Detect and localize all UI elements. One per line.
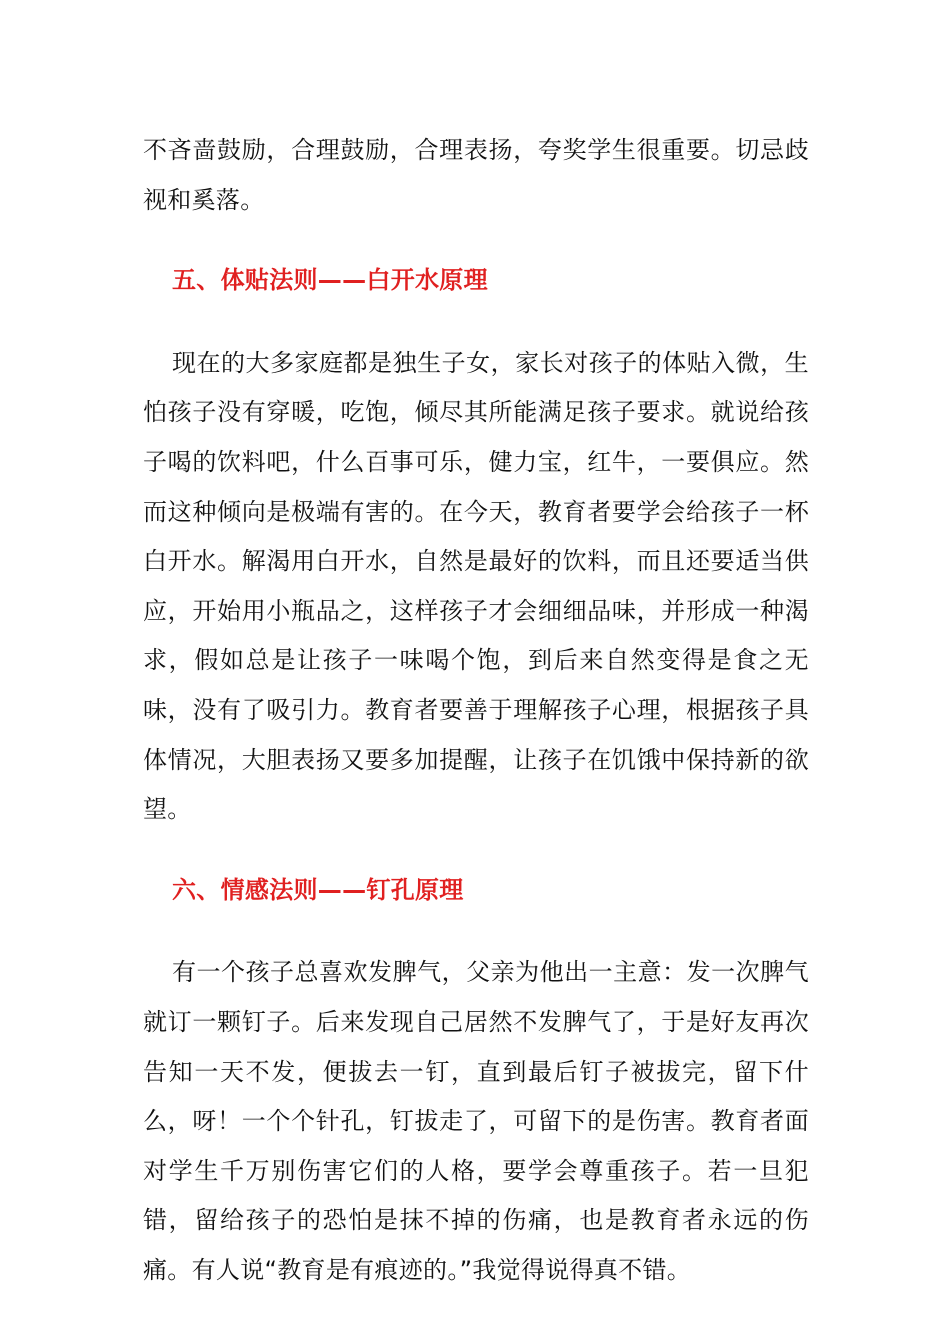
section-5-heading: 五、体贴法则——白开水原理 <box>172 266 488 295</box>
section-6-paragraph: 有一个孩子总喜欢发脾气，父亲为他出一主意：发一次脾气就订一颗钉子。后来发现自己居然不发脾气了，于是好友再次告知一天不发，便拔去一钉，直到最后钉子被拔完，留下什么，呀！一个个针孔，钉拔走了，可留下的是伤害。教育者面对学生千万别伤害它们的人格，要学会尊重孩子。若一旦犯错，留给孩子的恐怕是抹不掉的伤痛，也是教育者永远的伤痛。有人说“教育是有痕迹的。”我觉得说得真不错。 <box>143 958 809 1284</box>
document-page <box>143 126 809 1295</box>
section-6-heading: 六、情感法则——钉孔原理 <box>172 875 464 904</box>
intro-paragraph: 不吝啬鼓励，合理鼓励，合理表扬，夸奖学生很重要。切忌歧视和奚落。 <box>143 136 809 214</box>
section-5-paragraph: 现在的大多家庭都是独生子女，家长对孩子的体贴入微，生怕孩子没有穿暖，吃饱，倾尽其所能满足孩子要求。就说给孩子喝的饮料吧，什么百事可乐，健力宝，红牛，一要俱应。然而这种倾向是极端有害的。在今天，教育者要学会给孩子一杯白开水。解渴用白开水，自然是最好的饮料，而且还要适当供应，开始用小瓶品之，这样孩子才会细细品味，并形成一种渴求，假如总是让孩子一味喝个饱，到后来自然变得是食之无味，没有了吸引力。教育者要善于理解孩子心理，根据孩子具体情况，大胆表扬又要多加提醒，让孩子在饥饿中保持新的欲望。 <box>143 348 809 824</box>
